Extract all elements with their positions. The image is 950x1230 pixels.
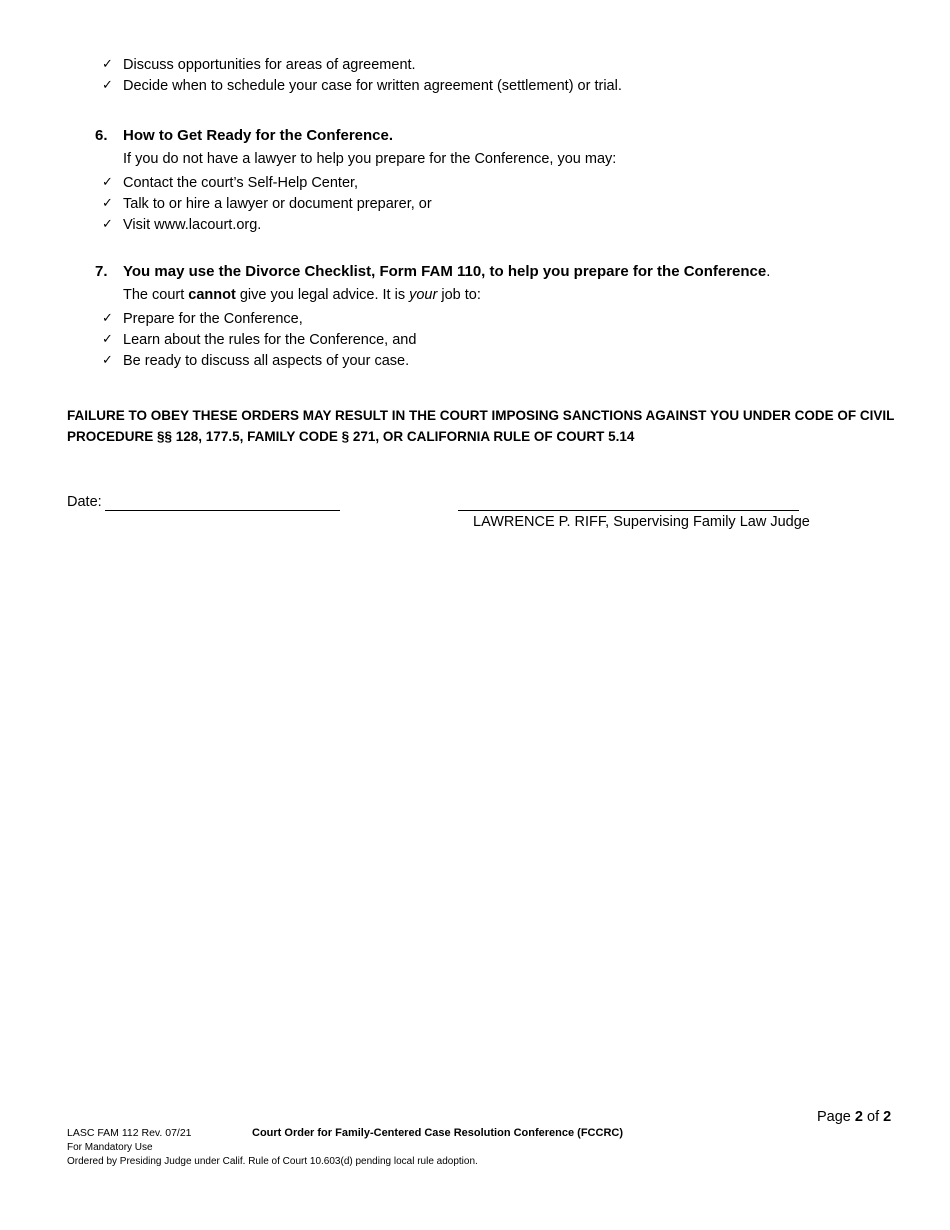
date-label: Date: [67,494,102,510]
section-number: 6. [95,127,108,144]
checkmark-icon: ✓ [102,196,113,211]
form-title: Court Order for Family-Centered Case Resolution Conference (FCCRC) [252,1127,623,1139]
list-item: Visit www.lacourt.org. [123,217,262,233]
section-number: 7. [95,263,108,280]
list-item: Be ready to discuss all aspects of your case. [123,353,410,369]
mandatory-use-note: For Mandatory Use [67,1142,153,1153]
list-item: Learn about the rules for the Conference, and [123,332,417,348]
page-number: Page 2 of 2 [817,1109,892,1125]
section-intro: The court cannot give you legal advice. It is your job to: [123,287,481,303]
list-item: Prepare for the Conference, [123,311,303,327]
sanctions-warning-line: PROCEDURE §§ 128, 177.5, FAMILY CODE § 271, OR CALIFORNIA RULE OF COURT 5.14 [67,429,635,444]
judge-signature-line [458,510,799,511]
date-field-line[interactable] [105,510,340,511]
section-heading: You may use the Divorce Checklist, Form FAM 110, to help you prepare for the Conference. [123,263,771,280]
checkmark-icon: ✓ [102,57,113,72]
checkmark-icon: ✓ [102,353,113,368]
ordered-by-note: Ordered by Presiding Judge under Calif. Rule of Court 10.603(d) pending local rule adoption. [67,1156,478,1167]
form-id: LASC FAM 112 Rev. 07/21 [67,1127,192,1139]
list-item: Discuss opportunities for areas of agreement. [123,57,416,73]
list-item: Contact the court’s Self-Help Center, [123,175,359,191]
section-intro: If you do not have a lawyer to help you prepare for the Conference, you may: [123,151,617,167]
section-heading: How to Get Ready for the Conference. [123,127,394,144]
list-item: Decide when to schedule your case for written agreement (settlement) or trial. [123,78,622,94]
checkmark-icon: ✓ [102,332,113,347]
checkmark-icon: ✓ [102,311,113,326]
sanctions-warning-line: FAILURE TO OBEY THESE ORDERS MAY RESULT IN THE COURT IMPOSING SANCTIONS AGAINST YOU UNDER CODE OF CIVIL [67,408,895,423]
checkmark-icon: ✓ [102,78,113,93]
checkmark-icon: ✓ [102,175,113,190]
judge-name: LAWRENCE P. RIFF, Supervising Family Law Judge [473,514,810,530]
list-item: Talk to or hire a lawyer or document preparer, or [123,196,432,212]
checkmark-icon: ✓ [102,217,113,232]
